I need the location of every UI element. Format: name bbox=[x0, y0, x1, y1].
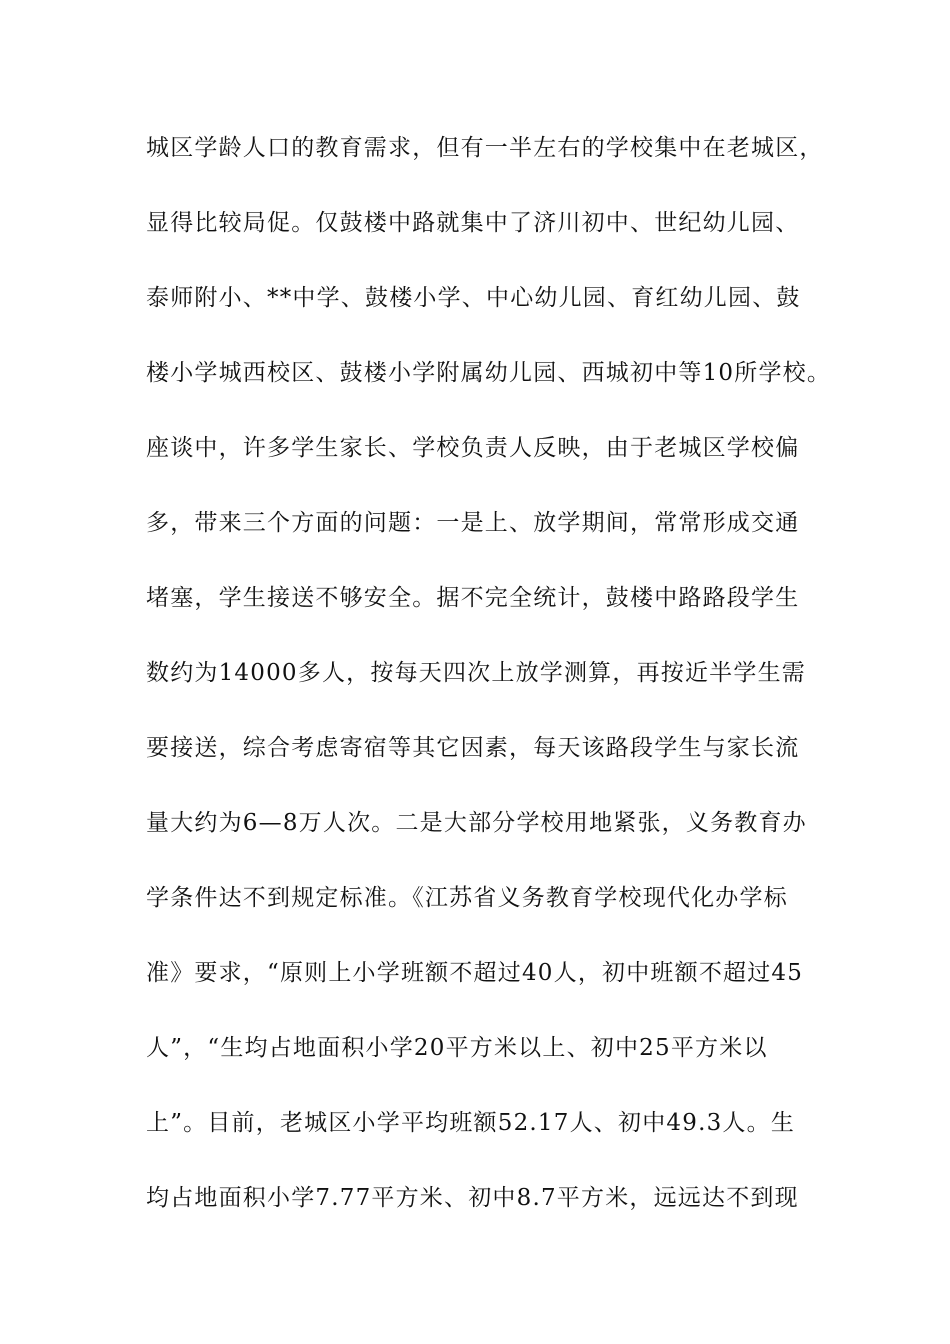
text-line: 城区学龄人口的教育需求，但有一半左右的学校集中在老城区， bbox=[146, 135, 824, 161]
text-line: 均占地面积小学7.77平方米、初中8.7平方米，远远达不到现 bbox=[146, 1185, 799, 1211]
text-line: 座谈中，许多学生家长、学校负责人反映，由于老城区学校偏 bbox=[146, 435, 800, 461]
text-line: 人”，“生均占地面积小学20平方米以上、初中25平方米以 bbox=[146, 1035, 768, 1061]
text-line: 上”。目前，老城区小学平均班额52.17人、初中49.3人。生 bbox=[146, 1110, 796, 1136]
text-line: 显得比较局促。仅鼓楼中路就集中了济川初中、世纪幼儿园、 bbox=[146, 210, 800, 236]
text-line: 泰师附小、**中学、鼓楼小学、中心幼儿园、育红幼儿园、鼓 bbox=[146, 285, 801, 311]
text-line: 要接送，综合考虑寄宿等其它因素，每天该路段学生与家长流 bbox=[146, 735, 800, 761]
text-line: 准》要求，“原则上小学班额不超过40人，初中班额不超过45 bbox=[146, 960, 804, 986]
text-line: 学条件达不到规定标准。《江苏省义务教育学校现代化办学标 bbox=[146, 885, 788, 911]
text-line: 多，带来三个方面的问题：一是上、放学期间，常常形成交通 bbox=[146, 510, 800, 536]
text-line: 楼小学城西校区、鼓楼小学附属幼儿园、西城初中等10所学校。 bbox=[146, 360, 832, 386]
text-line: 数约为14000多人，按每天四次上放学测算，再按近半学生需 bbox=[146, 660, 806, 686]
body-text bbox=[146, 128, 832, 1253]
text-line: 量大约为6—8万人次。二是大部分学校用地紧张，义务教育办 bbox=[146, 810, 807, 836]
text-line: 堵塞，学生接送不够安全。据不完全统计，鼓楼中路路段学生 bbox=[146, 585, 800, 611]
